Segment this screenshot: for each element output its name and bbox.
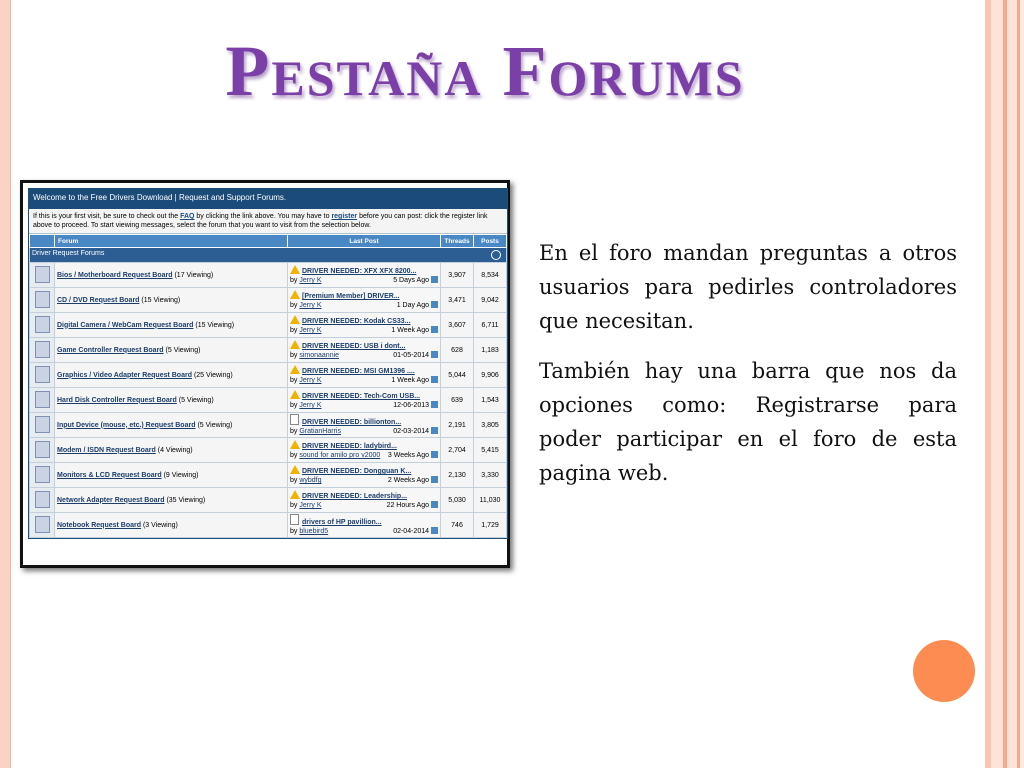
author-link[interactable]: Jerry K: [299, 402, 322, 409]
forum-intro-text: [29, 209, 507, 234]
forum-column-header: Forum: [55, 235, 288, 248]
go-to-post-icon[interactable]: [431, 401, 438, 408]
forum-icon-cell: [30, 288, 55, 313]
go-to-post-icon[interactable]: [431, 326, 438, 333]
last-post-cell: [288, 388, 441, 413]
threads-count: 2,191: [441, 413, 474, 438]
time-label: 1 Week Ago: [391, 327, 429, 334]
go-to-post-icon[interactable]: [431, 301, 438, 308]
forum-folder-icon: [35, 491, 50, 508]
forum-icon-cell: [30, 463, 55, 488]
forum-name-cell: [55, 313, 288, 338]
threads-count: 3,907: [441, 263, 474, 288]
forum-icon-cell: [30, 338, 55, 363]
author-link[interactable]: bluebird5: [299, 528, 329, 535]
forum-folder-icon: [35, 466, 50, 483]
forum-icon-cell: [30, 263, 55, 288]
forum-row: [30, 488, 507, 513]
author-link[interactable]: sound for amilo pro v2000: [299, 452, 381, 459]
forum-row: [30, 338, 507, 363]
forum-link[interactable]: Network Adapter Request Board: [57, 496, 165, 504]
author-link[interactable]: Jerry K: [299, 377, 322, 384]
paragraph-1: En el foro mandan preguntas a otros usuarios para pedirles controladores que necesitan.: [539, 241, 957, 333]
go-to-post-icon[interactable]: [431, 376, 438, 383]
forum-folder-icon: [35, 341, 50, 358]
viewing-count: (9 Viewing): [163, 471, 199, 479]
forum-icon-cell: [30, 438, 55, 463]
author-link[interactable]: GratianHarris: [299, 428, 341, 435]
intro-text-part: before you can post: click the register link above to proceed. To start viewing messages, select the forum that you want to visit from the selection below.: [33, 213, 488, 229]
warning-icon: [290, 315, 300, 324]
posts-count: 1,183: [474, 338, 507, 363]
posts-count: 1,543: [474, 388, 507, 413]
threads-count: 3,607: [441, 313, 474, 338]
last-post-cell: [288, 438, 441, 463]
forum-icon-cell: [30, 513, 55, 538]
last-post-time: [388, 451, 438, 460]
forum-icon-cell: [30, 313, 55, 338]
last-post-link[interactable]: DRIVER NEEDED: MSI GM1396 ....: [302, 368, 415, 375]
last-post-by: by sound for amilo pro v2000: [290, 452, 381, 459]
last-post-cell: [288, 338, 441, 363]
last-post-by: by GratianHarris: [290, 428, 341, 435]
forum-icon-cell: [30, 413, 55, 438]
warning-icon: [290, 465, 300, 474]
register-link[interactable]: register: [331, 213, 358, 220]
viewing-count: (25 Viewing): [193, 371, 233, 379]
forum-screenshot: [20, 180, 510, 568]
last-post-time: [387, 501, 438, 510]
last-post-cell: [288, 413, 441, 438]
forum-row: [30, 288, 507, 313]
time-label: 3 Weeks Ago: [387, 452, 429, 459]
forum-link[interactable]: Graphics / Video Adapter Request Board: [57, 371, 192, 379]
threads-count: 5,030: [441, 488, 474, 513]
go-to-post-icon[interactable]: [431, 427, 438, 434]
last-post-time: [393, 527, 438, 536]
time-label: 02-04-2014: [393, 528, 429, 535]
forum-link[interactable]: Digital Camera / WebCam Request Board: [57, 321, 194, 329]
last-post-time: [393, 427, 438, 436]
time-label: 2 Weeks Ago: [387, 477, 429, 484]
last-post-link[interactable]: [Premium Member] DRIVER...: [302, 293, 400, 300]
go-to-post-icon[interactable]: [431, 451, 438, 458]
last-post-link[interactable]: DRIVER NEEDED: Kodak CS33...: [302, 318, 411, 325]
posts-count: 8,534: [474, 263, 507, 288]
go-to-post-icon[interactable]: [431, 276, 438, 283]
forum-link[interactable]: Hard Disk Controller Request Board: [57, 396, 177, 404]
document-icon: [290, 514, 299, 525]
forum-name-cell: [55, 488, 288, 513]
last-post-cell: [288, 263, 441, 288]
viewing-count: (15 Viewing): [195, 321, 235, 329]
forum-welcome-bar: Welcome to the Free Drivers Download | Request and Support Forums.: [29, 189, 507, 209]
forum-name-cell: [55, 463, 288, 488]
last-post-link[interactable]: drivers of HP pavillion...: [302, 519, 382, 526]
time-label: 12-06-2013: [393, 402, 429, 409]
forum-folder-icon: [35, 291, 50, 308]
warning-icon: [290, 365, 300, 374]
last-post-time: [391, 326, 438, 335]
author-link[interactable]: wybdfg: [299, 477, 322, 484]
last-post-by: by Jerry K: [290, 302, 322, 309]
right-border-decoration: [979, 0, 1024, 768]
time-label: 22 Hours Ago: [386, 502, 429, 509]
forum-row: [30, 388, 507, 413]
forum-link[interactable]: Game Controller Request Board: [57, 346, 164, 354]
viewing-count: (15 Viewing): [141, 296, 181, 304]
forum-folder-icon: [35, 316, 50, 333]
go-to-post-icon[interactable]: [431, 351, 438, 358]
forum-link[interactable]: Input Device (mouse, etc.) Request Board: [57, 421, 196, 429]
slide-title: Pestaña Forums: [225, 31, 745, 111]
author-link[interactable]: simonaannie: [299, 352, 340, 359]
viewing-count: (4 Viewing): [157, 446, 193, 454]
warning-icon: [290, 290, 300, 299]
forum-link[interactable]: Modem / ISDN Request Board: [57, 446, 156, 454]
forum-folder-icon: [35, 391, 50, 408]
forum-link[interactable]: Monitors & LCD Request Board: [57, 471, 162, 479]
forum-name-cell: [55, 263, 288, 288]
author-link[interactable]: Jerry K: [299, 327, 322, 334]
forum-panel: [28, 188, 508, 539]
warning-icon: [290, 490, 300, 499]
last-post-by: by Jerry K: [290, 502, 322, 509]
posts-count: 6,711: [474, 313, 507, 338]
threads-count: 746: [441, 513, 474, 538]
last-post-cell: [288, 363, 441, 388]
author-link[interactable]: Jerry K: [299, 502, 322, 509]
last-post-cell: [288, 313, 441, 338]
last-post-link[interactable]: DRIVER NEEDED: billionton...: [302, 419, 402, 426]
threads-count: 628: [441, 338, 474, 363]
forum-link[interactable]: Bios / Motherboard Request Board: [57, 271, 173, 279]
last-post-cell: [288, 488, 441, 513]
threads-column-header: Threads: [441, 235, 474, 248]
warning-icon: [290, 390, 300, 399]
category-label: Driver Request Forums: [32, 250, 105, 257]
last-post-cell: [288, 513, 441, 538]
time-label: 5 Days Ago: [393, 277, 429, 284]
go-to-post-icon[interactable]: [431, 476, 438, 483]
forum-folder-icon: [35, 366, 50, 383]
forum-link[interactable]: Notebook Request Board: [57, 521, 142, 529]
forum-name-cell: [55, 413, 288, 438]
threads-count: 639: [441, 388, 474, 413]
collapse-icon[interactable]: [491, 250, 501, 260]
forum-row: [30, 513, 507, 538]
last-post-cell: [288, 288, 441, 313]
viewing-count: (5 Viewing): [178, 396, 214, 404]
forum-row: [30, 463, 507, 488]
last-post-time: [393, 351, 438, 360]
go-to-post-icon[interactable]: [431, 527, 438, 534]
threads-count: 2,130: [441, 463, 474, 488]
forum-row: [30, 313, 507, 338]
viewing-count: (5 Viewing): [165, 346, 201, 354]
forum-icon-cell: [30, 388, 55, 413]
forum-name-cell: [55, 288, 288, 313]
last-post-time: [393, 276, 438, 285]
author-link[interactable]: Jerry K: [299, 302, 322, 309]
posts-count: 3,805: [474, 413, 507, 438]
last-post-by: by wybdfg: [290, 477, 322, 484]
last-post-time: [397, 301, 438, 310]
forum-link[interactable]: CD / DVD Request Board: [57, 296, 140, 304]
forum-row: [30, 438, 507, 463]
last-post-link[interactable]: DRIVER NEEDED: ladybird...: [302, 443, 397, 450]
last-post-time: [391, 376, 438, 385]
forum-row: [30, 363, 507, 388]
posts-count: 9,042: [474, 288, 507, 313]
forum-icon-cell: [30, 488, 55, 513]
forum-row: [30, 263, 507, 288]
forum-icon-cell: [30, 363, 55, 388]
forum-table: [29, 234, 507, 538]
go-to-post-icon[interactable]: [431, 501, 438, 508]
forum-name-cell: [55, 338, 288, 363]
last-post-by: by Jerry K: [290, 277, 322, 284]
posts-count: 11,030: [474, 488, 507, 513]
icon-column-header: [30, 235, 55, 248]
warning-icon: [290, 340, 300, 349]
last-post-by: by Jerry K: [290, 402, 322, 409]
warning-icon: [290, 440, 300, 449]
last-post-by: by bluebird5: [290, 528, 329, 535]
time-label: 02-03-2014: [393, 428, 429, 435]
last-post-link[interactable]: DRIVER NEEDED: Tech-Com USB...: [302, 393, 421, 400]
posts-count: 1,729: [474, 513, 507, 538]
posts-count: 9,906: [474, 363, 507, 388]
last-post-by: by Jerry K: [290, 327, 322, 334]
threads-count: 5,044: [441, 363, 474, 388]
forum-name-cell: [55, 513, 288, 538]
last-post-time: [393, 401, 438, 410]
threads-count: 3,471: [441, 288, 474, 313]
faq-link[interactable]: FAQ: [180, 213, 195, 220]
time-label: 01-05-2014: [393, 352, 429, 359]
forum-folder-icon: [35, 441, 50, 458]
category-header[interactable]: [30, 248, 507, 263]
posts-count: 5,415: [474, 438, 507, 463]
intro-text-part: If this is your first visit, be sure to check out the: [33, 213, 181, 220]
threads-count: 2,704: [441, 438, 474, 463]
posts-count: 3,330: [474, 463, 507, 488]
time-label: 1 Day Ago: [396, 302, 429, 309]
last-post-by: by simonaannie: [290, 352, 340, 359]
intro-text-part: by clicking the link above. You may have to: [194, 213, 332, 220]
last-post-cell: [288, 463, 441, 488]
forum-name-cell: [55, 363, 288, 388]
warning-icon: [290, 265, 300, 274]
viewing-count: (3 Viewing): [142, 521, 178, 529]
forum-row: [30, 413, 507, 438]
paragraph-2: También hay una barra que nos da opciones como: Registrarse para poder participar en el foro de esta pagina web.: [539, 359, 957, 485]
last-post-link[interactable]: DRIVER NEEDED: USB i dont...: [302, 343, 406, 350]
viewing-count: (5 Viewing): [197, 421, 233, 429]
last-post-link[interactable]: DRIVER NEEDED: Dongguan K...: [302, 468, 412, 475]
forum-folder-icon: [35, 516, 50, 533]
forum-name-cell: [55, 388, 288, 413]
time-label: 1 Week Ago: [391, 377, 429, 384]
last-post-link[interactable]: DRIVER NEEDED: XFX XFX 8200...: [302, 268, 417, 275]
author-link[interactable]: Jerry K: [299, 277, 322, 284]
viewing-count: (35 Viewing): [166, 496, 206, 504]
last-post-link[interactable]: DRIVER NEEDED: Leadership...: [302, 493, 408, 500]
body-text: [539, 236, 957, 506]
forum-name-cell: [55, 438, 288, 463]
document-icon: [290, 414, 299, 425]
last-post-by: by Jerry K: [290, 377, 322, 384]
posts-column-header: Posts: [474, 235, 507, 248]
last-post-time: [388, 476, 438, 485]
last-post-column-header: Last Post: [288, 235, 441, 248]
orange-circle-decoration: [913, 640, 975, 702]
left-border-decoration: [0, 0, 11, 768]
viewing-count: (17 Viewing): [174, 271, 214, 279]
forum-folder-icon: [35, 266, 50, 283]
forum-folder-icon: [35, 416, 50, 433]
